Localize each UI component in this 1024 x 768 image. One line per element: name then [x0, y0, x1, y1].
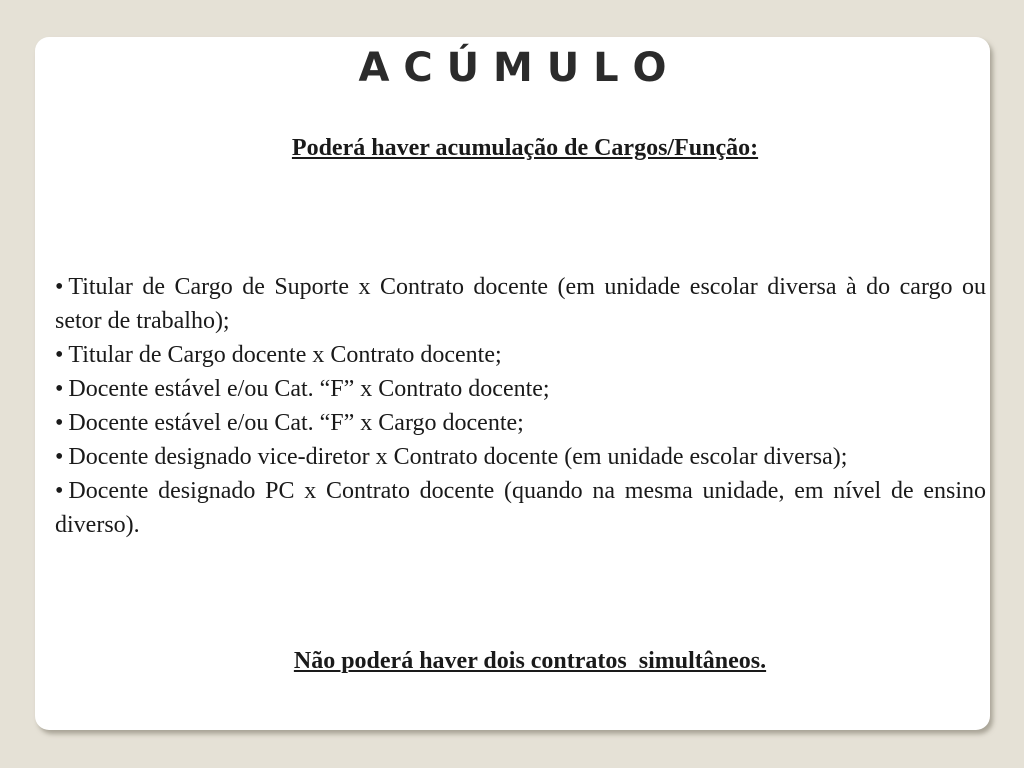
bullet-icon: •	[55, 444, 64, 470]
slide-panel	[35, 37, 990, 730]
footer-note: Não poderá haver dois contratos simultâneos.	[293, 648, 767, 674]
slide-title: A C Ú M U L O	[358, 45, 667, 91]
slide-subtitle: Poderá haver acumulação de Cargos/Função:	[291, 135, 759, 161]
list-item-text: Titular de Cargo de Suporte x Contrato docente (em unidade escolar diversa à do cargo ou setor de trabalho);	[55, 274, 986, 334]
list-item-text: Docente designado vice-diretor x Contrato docente (em unidade escolar diversa);	[68, 444, 848, 470]
list-item-text: Titular de Cargo docente x Contrato docente;	[68, 342, 502, 368]
list-item	[55, 474, 986, 542]
list-item-text: Docente estável e/ou Cat. “F” x Contrato docente;	[68, 376, 550, 402]
list-item-text: Docente estável e/ou Cat. “F” x Cargo docente;	[68, 410, 524, 436]
list-item	[55, 440, 986, 474]
list-item	[55, 372, 986, 406]
bullet-icon: •	[55, 410, 64, 436]
bullet-icon: •	[55, 342, 64, 368]
list-item	[55, 270, 986, 338]
list-item-text: Docente designado PC x Contrato docente (quando na mesma unidade, em nível de ensino diverso).	[55, 478, 986, 538]
bullet-icon: •	[55, 274, 64, 300]
bullet-icon: •	[55, 478, 64, 504]
bullet-icon: •	[55, 376, 64, 402]
bullet-list	[55, 270, 986, 542]
list-item	[55, 406, 986, 440]
list-item	[55, 338, 986, 372]
